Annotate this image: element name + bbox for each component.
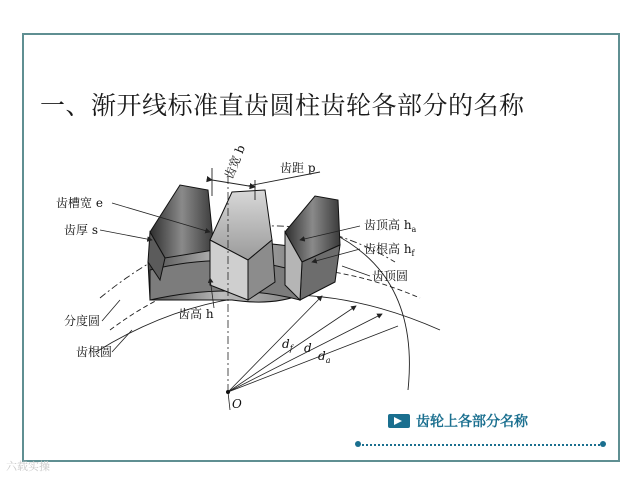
face-width-label: 齿宽 b [221, 142, 249, 182]
dedendum-label: 齿根高 $h_f$ [364, 242, 415, 258]
caption-text: 齿轮上各部分名称 [416, 414, 528, 430]
caption-box [388, 411, 528, 431]
pitch-label: 齿距 p [280, 161, 316, 175]
caption-divider [358, 444, 604, 446]
video-icon [388, 414, 410, 428]
tooth-height-label: 齿高 h [178, 307, 214, 321]
caption-divider-dot-left [355, 441, 361, 447]
center-label: O [232, 397, 242, 411]
dedendum-circle-arc [96, 295, 440, 352]
caption-divider-dot-right [600, 441, 606, 447]
df-label: $d_f$ [282, 337, 293, 353]
d-label: d [304, 341, 312, 355]
dedendum-circle-label: 齿根圆 [76, 345, 113, 359]
space-width-label: 齿槽宽 e [56, 196, 103, 210]
gear-tooth-3 [285, 196, 340, 300]
gear-tooth-2 [210, 190, 275, 300]
watermark: 六载实操 [6, 460, 50, 473]
addendum-circle-label: 齿顶圆 [372, 269, 409, 283]
da-label: $d_a$ [318, 349, 331, 365]
slide-title: 一、渐开线标准直齿圆柱齿轮各部分的名称 [40, 91, 525, 120]
center-point [226, 390, 230, 394]
tooth-thickness-label: 齿厚 s [64, 223, 98, 237]
pitch-circle-label: 分度圆 [64, 314, 101, 328]
addendum-label: 齿顶高 $h_a$ [364, 218, 417, 234]
